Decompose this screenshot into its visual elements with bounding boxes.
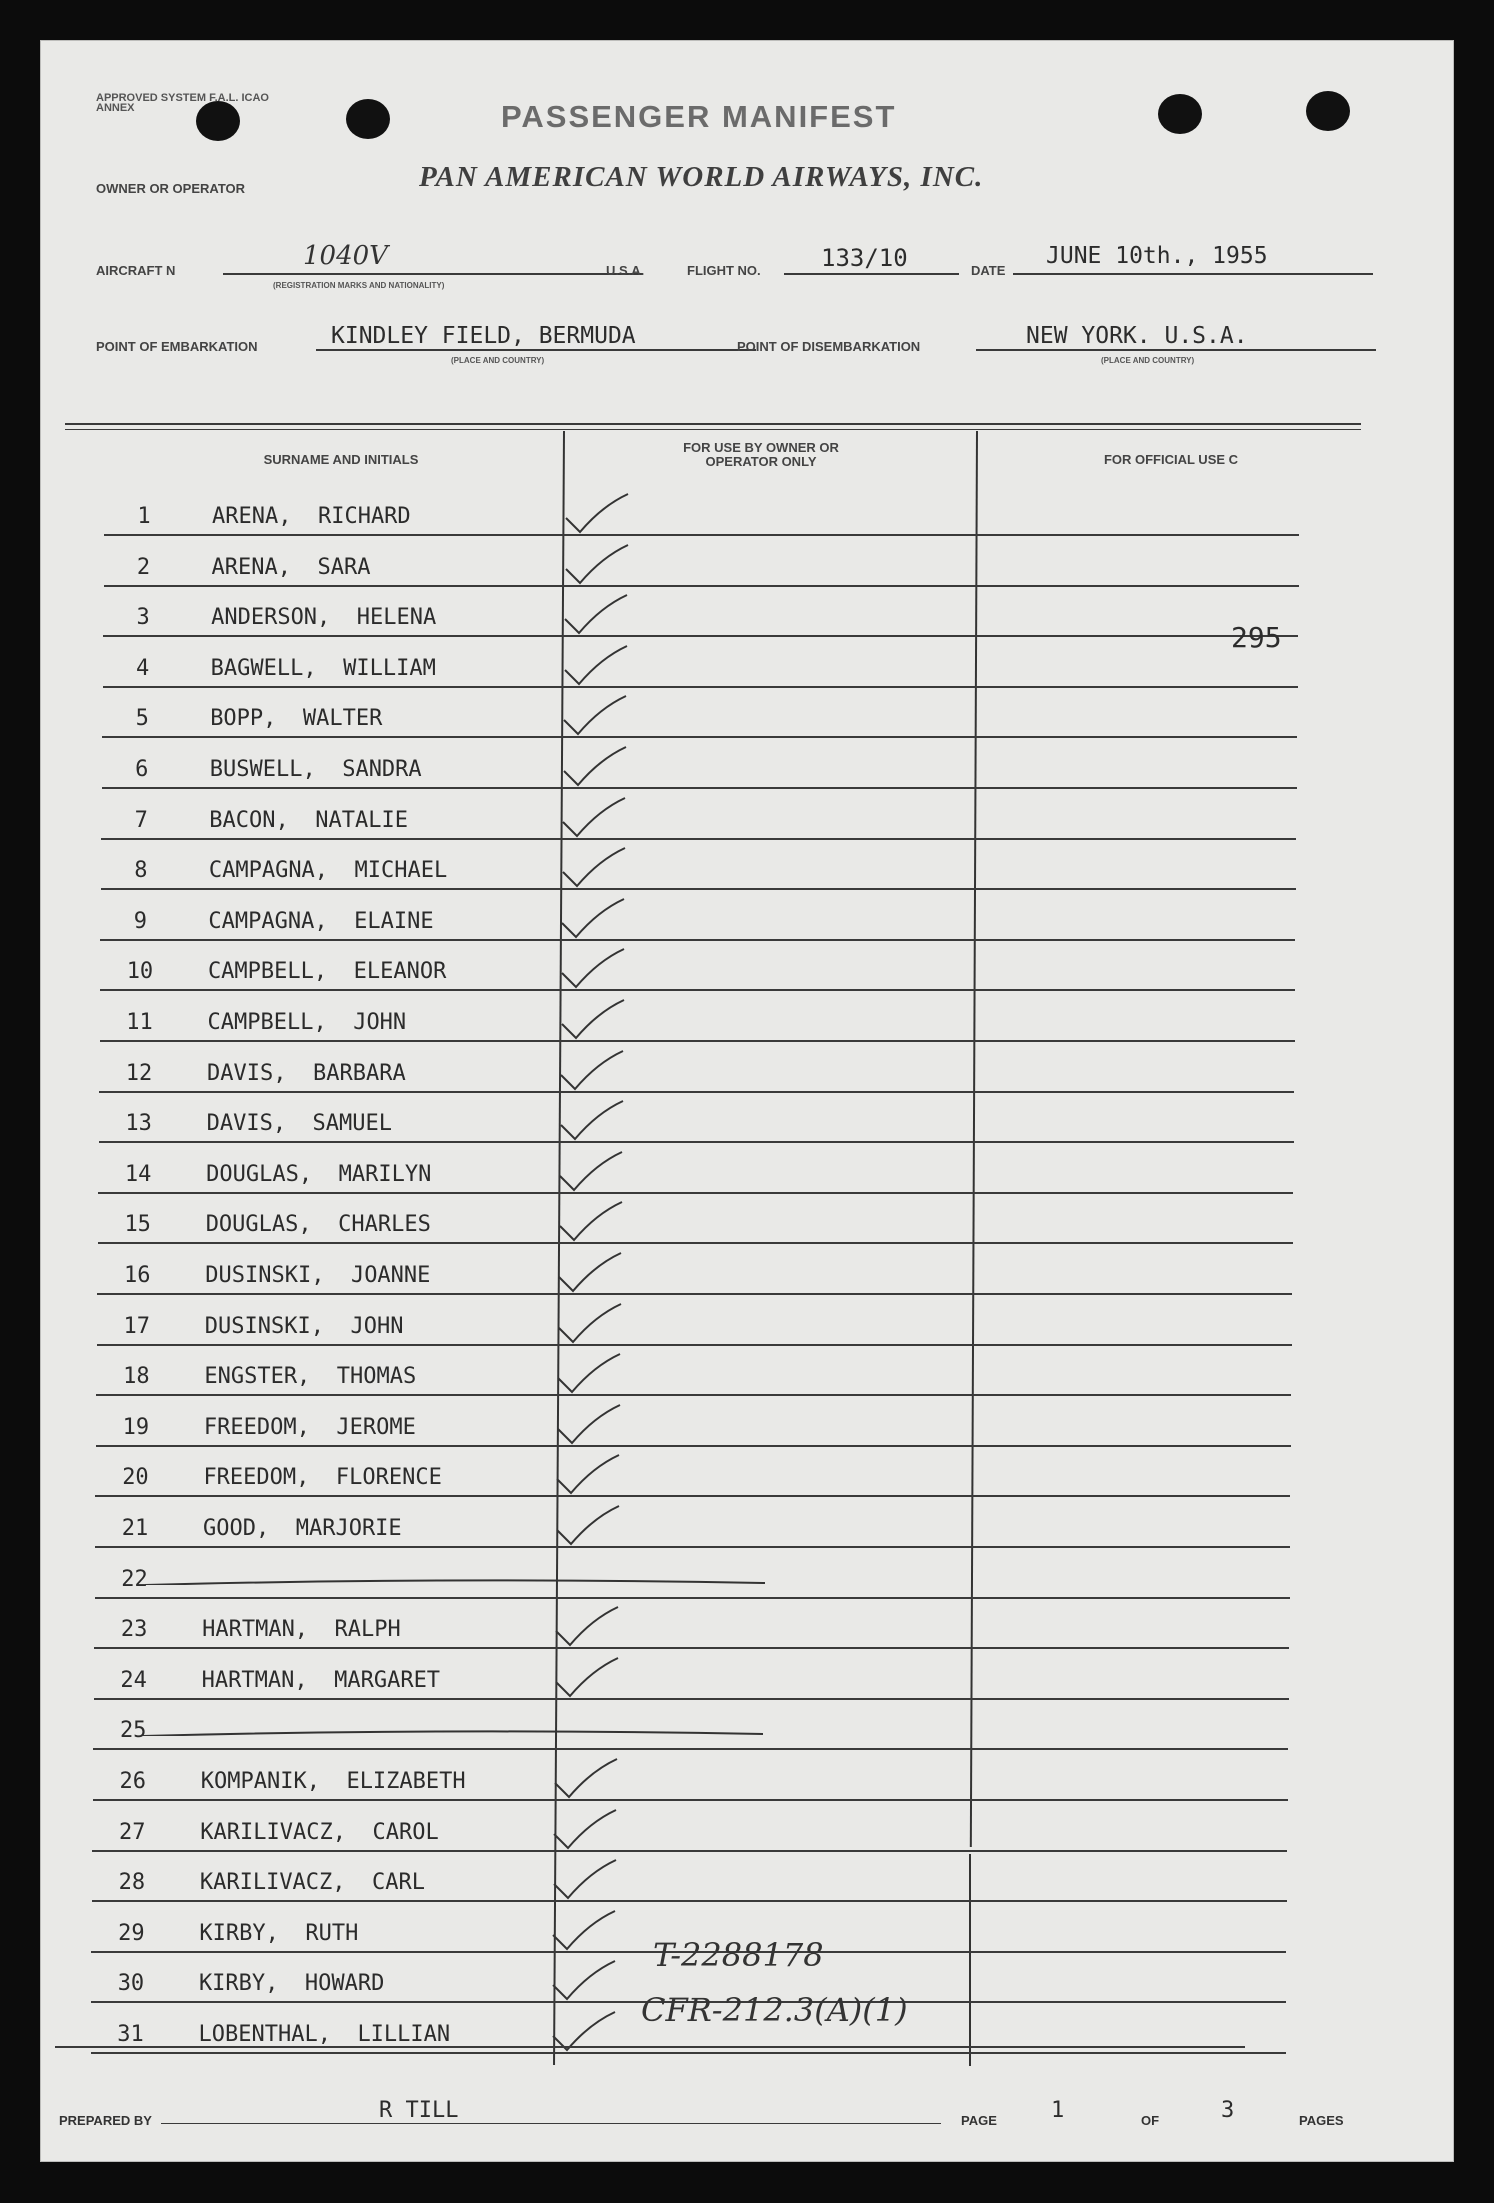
aircraft-label: AIRCRAFT N xyxy=(96,263,176,278)
row-number: 24 xyxy=(120,1667,147,1693)
row-number: 15 xyxy=(124,1212,151,1238)
check-mark-icon xyxy=(558,893,628,943)
check-mark-icon xyxy=(562,539,632,589)
table-row xyxy=(94,1650,1294,1700)
handwritten-note: T-2288178 xyxy=(653,1936,824,1974)
approval-stamp: APPROVED SYSTEM F.A.L. ICAO ANNEX xyxy=(96,92,269,114)
passenger-name: LOBENTHAL, LILLIAN xyxy=(198,2022,451,2047)
row-number: 23 xyxy=(120,1617,148,1643)
disembarkation-label: POINT OF DISEMBARKATION xyxy=(737,339,921,354)
manifest-sheet xyxy=(40,40,1454,2162)
embarkation-label: POINT OF EMBARKATION xyxy=(96,339,258,354)
check-mark-icon xyxy=(552,1601,622,1651)
check-mark-icon xyxy=(554,1348,624,1398)
check-mark-icon xyxy=(558,943,628,993)
table-row xyxy=(100,941,1300,991)
embarkation-value: KINDLEY FIELD, BERMUDA xyxy=(331,323,636,349)
prepared-by-label: PREPARED BY xyxy=(59,2113,152,2128)
passenger-name: ENGSTER, THOMAS xyxy=(204,1364,417,1390)
punch-hole xyxy=(346,99,390,139)
date-label: DATE xyxy=(971,263,1006,278)
row-number: 17 xyxy=(123,1313,151,1339)
flight-field-line xyxy=(784,273,959,275)
airline-name: PAN AMERICAN WORLD AIRWAYS, INC. xyxy=(419,161,984,193)
passenger-name: DAVIS, SAMUEL xyxy=(206,1111,393,1137)
passenger-name: ARENA, RICHARD xyxy=(212,504,411,529)
aircraft-field-line xyxy=(223,273,643,275)
table-row xyxy=(102,739,1302,789)
check-mark-icon xyxy=(556,1146,626,1196)
passenger-name: FREEDOM, FLORENCE xyxy=(203,1465,442,1491)
table-row xyxy=(100,992,1300,1042)
punch-hole xyxy=(1158,94,1202,134)
table-row xyxy=(98,1194,1298,1244)
row-number: 27 xyxy=(119,1819,146,1845)
table-row xyxy=(103,587,1303,637)
table-row xyxy=(94,1599,1294,1649)
handwritten-note: CFR-212.3(A)(1) xyxy=(641,1991,908,2029)
table-row xyxy=(95,1549,1295,1599)
column-header-official-use: FOR OFFICIAL USE C xyxy=(1103,452,1239,467)
passenger-name: GOOD, MARJORIE xyxy=(203,1516,402,1541)
table-row xyxy=(101,790,1301,840)
check-mark-icon xyxy=(549,2006,619,2056)
passenger-name: BACON, NATALIE xyxy=(209,807,408,833)
check-mark-icon xyxy=(559,792,629,842)
check-mark-icon xyxy=(550,1854,620,1904)
row-number: 12 xyxy=(125,1060,153,1086)
page-label: PAGE xyxy=(961,2113,997,2128)
passenger-name: HARTMAN, RALPH xyxy=(202,1617,401,1643)
disembarkation-field-line xyxy=(976,349,1376,351)
passenger-name: CAMPBELL, JOHN xyxy=(207,1010,407,1035)
table-top-rule xyxy=(65,423,1361,425)
of-label: OF xyxy=(1141,2113,1160,2128)
table-row xyxy=(96,1397,1296,1447)
row-number: 16 xyxy=(124,1263,151,1288)
row-number: 10 xyxy=(126,959,154,985)
row-number: 9 xyxy=(133,908,148,934)
embarkation-caption: (PLACE AND COUNTRY) xyxy=(451,356,545,365)
table-top-rule-thin xyxy=(65,429,1361,430)
check-mark-icon xyxy=(552,1652,622,1702)
row-number: 21 xyxy=(121,1516,149,1541)
passenger-name: CAMPAGNA, ELAINE xyxy=(208,908,434,934)
table-row xyxy=(95,1447,1295,1497)
flight-value: 133/10 xyxy=(821,244,908,272)
check-mark-icon xyxy=(558,994,628,1044)
passenger-name: ANDERSON, HELENA xyxy=(211,605,437,631)
check-mark-icon xyxy=(557,1045,627,1095)
row-number: 31 xyxy=(117,2022,144,2047)
check-mark-icon xyxy=(560,741,630,791)
row-number: 14 xyxy=(124,1161,152,1187)
check-mark-icon xyxy=(557,1095,627,1145)
disembarkation-caption: (PLACE AND COUNTRY) xyxy=(1101,356,1195,365)
strikethrough-mark xyxy=(145,1579,765,1585)
check-mark-icon xyxy=(553,1449,623,1499)
passenger-name: DOUGLAS, MARILYN xyxy=(206,1161,432,1187)
page-total: 3 xyxy=(1221,2098,1235,2123)
row-number: 7 xyxy=(134,807,148,833)
passenger-name: HARTMAN, MARGARET xyxy=(201,1667,441,1693)
prepared-by-value: R TILL xyxy=(379,2098,459,2123)
page-title: PASSENGER MANIFEST xyxy=(501,99,897,134)
table-row xyxy=(95,1498,1295,1548)
row-number: 26 xyxy=(119,1769,146,1794)
table-row xyxy=(97,1245,1297,1295)
row-number: 5 xyxy=(135,706,149,732)
row-number: 3 xyxy=(136,605,150,631)
passenger-name: DUSINSKI, JOHN xyxy=(204,1313,404,1339)
table-row xyxy=(104,537,1304,587)
row-number: 11 xyxy=(126,1010,153,1035)
aircraft-value: 1040V xyxy=(303,241,388,271)
table-row xyxy=(96,1346,1296,1396)
table-row xyxy=(99,1093,1299,1143)
passenger-name: DUSINSKI, JOANNE xyxy=(205,1263,431,1288)
table-row xyxy=(92,1852,1292,1902)
check-mark-icon xyxy=(560,690,630,740)
passenger-name: DOUGLAS, CHARLES xyxy=(205,1212,431,1238)
check-mark-icon xyxy=(559,842,629,892)
row-number: 1 xyxy=(137,504,151,529)
pages-label: PAGES xyxy=(1299,2113,1344,2128)
passenger-name: FREEDOM, JEROME xyxy=(203,1414,416,1440)
check-mark-icon xyxy=(554,1399,624,1449)
check-mark-icon xyxy=(550,1804,620,1854)
punch-hole xyxy=(1306,91,1350,131)
table-row xyxy=(104,486,1304,536)
country-label: U.S.A. xyxy=(606,263,645,278)
embarkation-field-line xyxy=(316,349,756,351)
row-number: 25 xyxy=(119,1718,147,1744)
row-number: 30 xyxy=(117,1971,145,1997)
row-number: 20 xyxy=(122,1465,149,1491)
column-header-owner-use: FOR USE BY OWNER OR OPERATOR ONLY xyxy=(683,440,839,469)
check-mark-icon xyxy=(561,640,631,690)
table-row xyxy=(92,1802,1292,1852)
row-number: 2 xyxy=(136,554,151,580)
check-mark-icon xyxy=(555,1298,625,1348)
row-number: 22 xyxy=(121,1566,148,1592)
row-number: 18 xyxy=(123,1364,150,1390)
official-note: 295 xyxy=(1231,621,1282,654)
table-row xyxy=(103,638,1303,688)
row-number: 6 xyxy=(135,757,149,782)
check-mark-icon xyxy=(551,1753,621,1803)
date-value: JUNE 10th., 1955 xyxy=(1046,243,1268,269)
passenger-name: CAMPBELL, ELEANOR xyxy=(207,959,447,985)
row-number: 19 xyxy=(122,1414,150,1440)
row-number: 4 xyxy=(136,655,150,681)
table-row xyxy=(93,1700,1293,1750)
row-rule xyxy=(91,2052,1286,2054)
check-mark-icon xyxy=(553,1500,623,1550)
table-row xyxy=(93,1751,1293,1801)
flight-label: FLIGHT NO. xyxy=(687,263,761,278)
date-field-line xyxy=(1013,273,1373,275)
row-number: 13 xyxy=(125,1111,152,1137)
table-row xyxy=(100,891,1300,941)
page-number: 1 xyxy=(1051,2098,1065,2123)
passenger-name: CAMPAGNA, MICHAEL xyxy=(208,858,448,884)
row-number: 8 xyxy=(134,858,148,884)
passenger-name: DAVIS, BARBARA xyxy=(207,1060,406,1086)
strikethrough-mark xyxy=(143,1730,763,1736)
check-mark-icon xyxy=(549,1905,619,1955)
check-mark-icon xyxy=(562,488,632,538)
check-mark-icon xyxy=(555,1247,625,1297)
table-row xyxy=(98,1144,1298,1194)
passenger-name: ARENA, SARA xyxy=(211,554,371,580)
row-number: 28 xyxy=(118,1870,146,1896)
check-mark-icon xyxy=(549,1955,619,2005)
check-mark-icon xyxy=(561,589,631,639)
row-number: 29 xyxy=(118,1920,145,1946)
aircraft-caption: (REGISTRATION MARKS AND NATIONALITY) xyxy=(273,281,445,290)
table-row xyxy=(97,1296,1297,1346)
prepared-by-line xyxy=(161,2123,941,2124)
check-mark-icon xyxy=(556,1196,626,1246)
table-row xyxy=(101,840,1301,890)
column-header-surname: SURNAME AND INITIALS xyxy=(263,452,419,467)
table-row xyxy=(102,688,1302,738)
passenger-name: BAGWELL, WILLIAM xyxy=(210,655,436,681)
table-bottom-rule xyxy=(55,2046,1245,2048)
passenger-name: KIRBY, RUTH xyxy=(199,1920,359,1946)
owner-label: OWNER OR OPERATOR xyxy=(96,181,246,196)
disembarkation-value: NEW YORK. U.S.A. xyxy=(1026,323,1248,349)
table-row xyxy=(99,1043,1299,1093)
passenger-name: KARILIVACZ, CARL xyxy=(199,1870,426,1896)
passenger-name: BOPP, WALTER xyxy=(210,706,383,732)
passenger-name: KIRBY, HOWARD xyxy=(198,1971,385,1997)
passenger-name: KOMPANIK, ELIZABETH xyxy=(200,1769,466,1794)
passenger-name: BUSWELL, SANDRA xyxy=(209,757,422,782)
passenger-name: KARILIVACZ, CAROL xyxy=(200,1819,439,1845)
